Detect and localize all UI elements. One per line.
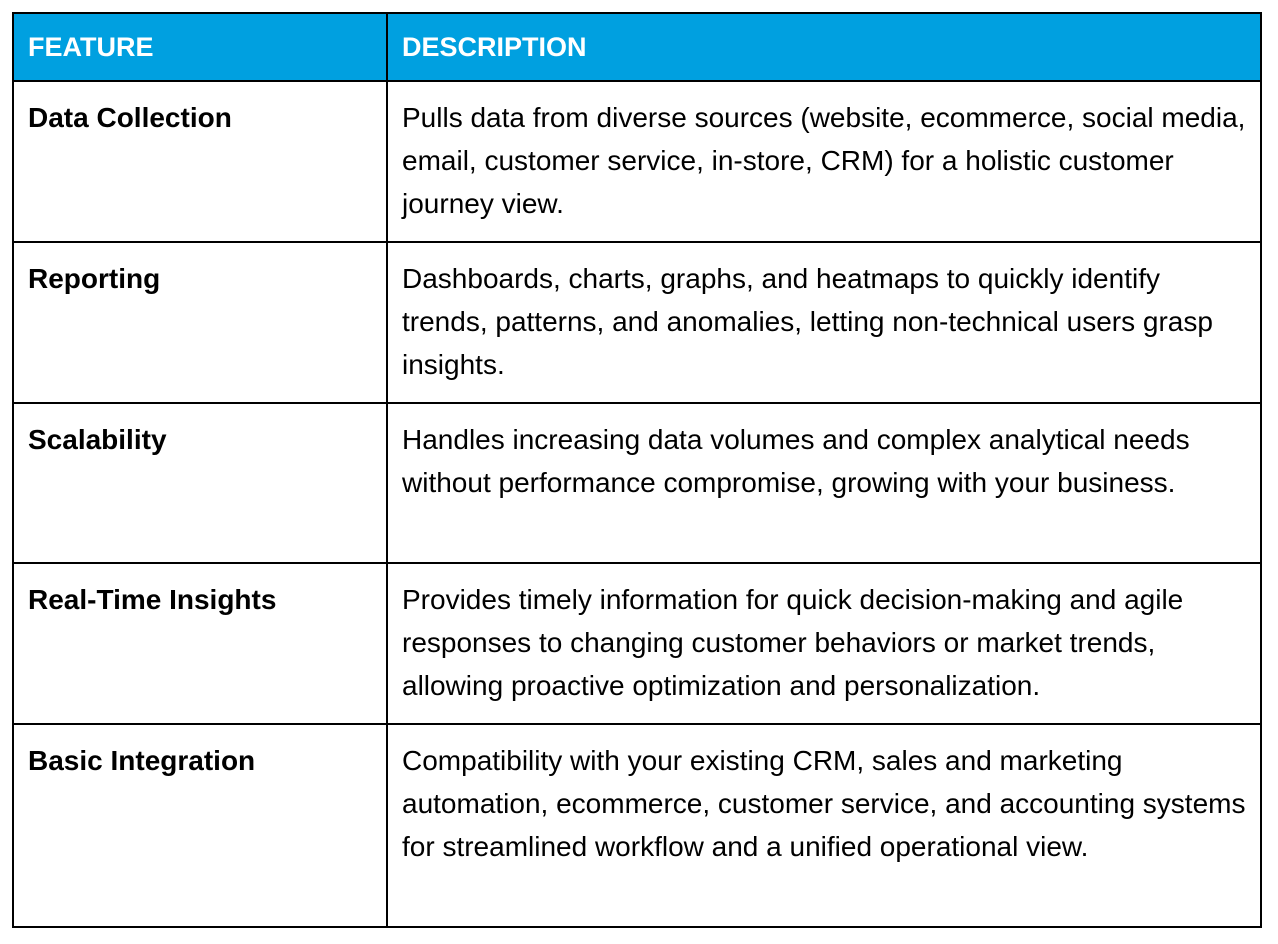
table-body [13,81,1261,927]
feature-cell: Real-Time Insights [13,563,387,724]
header-row [13,13,1261,81]
table-header [13,13,1261,81]
table-row [13,81,1261,242]
description-cell: Handles increasing data volumes and complex analytical needs without performance compromise, growing with your business. [387,403,1261,563]
table-row [13,242,1261,403]
feature-column-header: FEATURE [13,13,387,81]
table-row [13,563,1261,724]
description-cell: Compatibility with your existing CRM, sales and marketing automation, ecommerce, customer service, and accounting systems for streamlined workflow and a unified operational view. [387,724,1261,927]
description-cell: Pulls data from diverse sources (website, ecommerce, social media, email, customer service, in-store, CRM) for a holistic customer journey view. [387,81,1261,242]
feature-table [12,12,1262,928]
description-column-header: DESCRIPTION [387,13,1261,81]
table-row [13,403,1261,563]
table-row [13,724,1261,927]
feature-cell: Scalability [13,403,387,563]
feature-cell: Data Collection [13,81,387,242]
feature-cell: Basic Integration [13,724,387,927]
feature-cell: Reporting [13,242,387,403]
description-cell: Provides timely information for quick decision-making and agile responses to changing customer behaviors or market trends, allowing proactive optimization and personalization. [387,563,1261,724]
description-cell: Dashboards, charts, graphs, and heatmaps to quickly identify trends, patterns, and anomalies, letting non-technical users grasp insights. [387,242,1261,403]
